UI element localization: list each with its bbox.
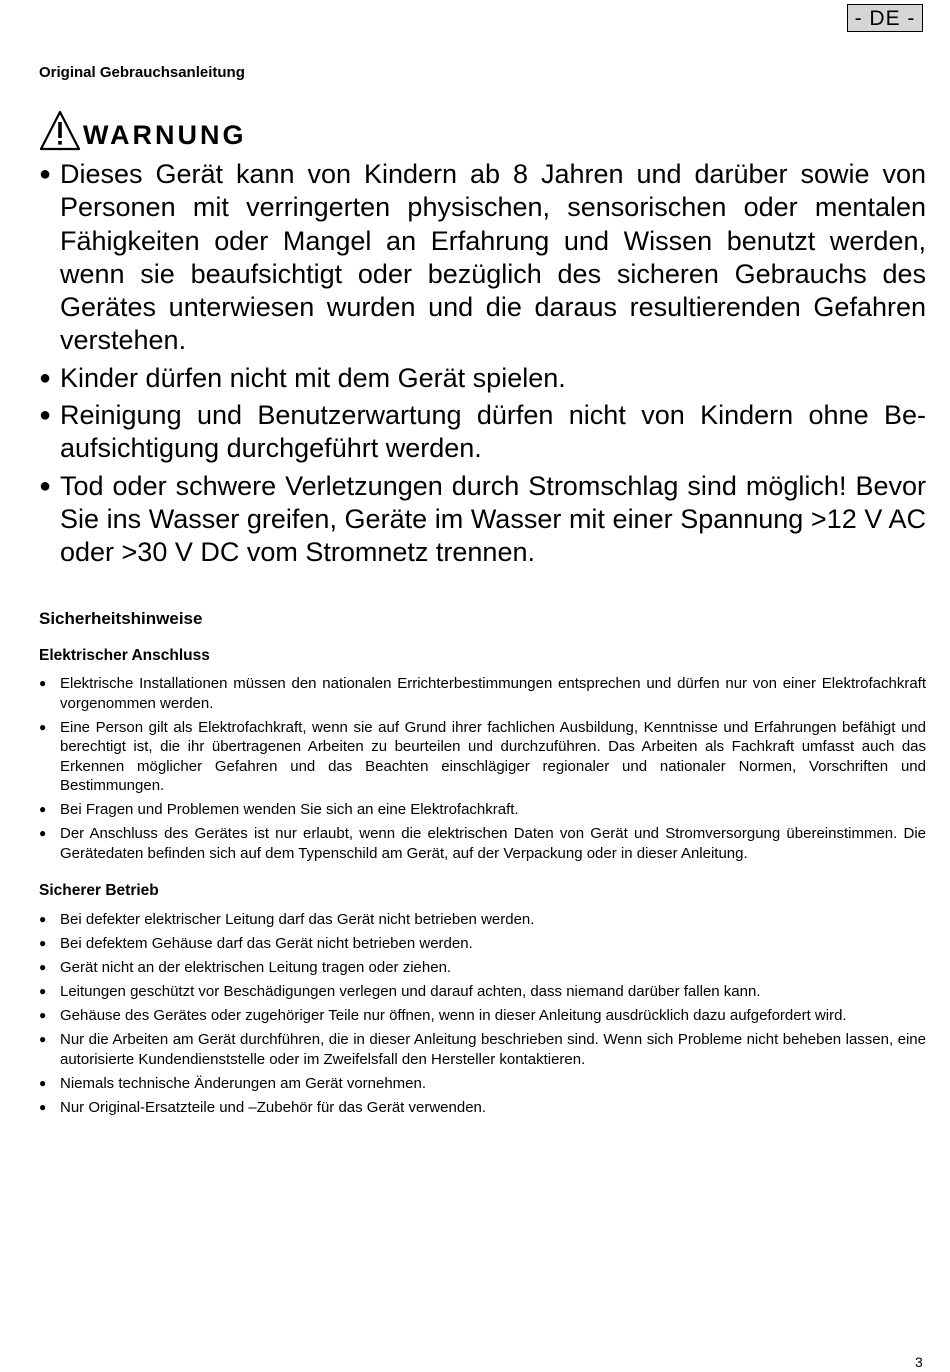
bullet-icon: ● bbox=[39, 366, 52, 389]
document-subtitle: Original Gebrauchsanleitung bbox=[39, 64, 245, 81]
warning-title: WARNUNG bbox=[83, 120, 247, 150]
electrical-list bbox=[39, 674, 926, 868]
list-item-text: Bei Fragen und Problemen wenden Sie sich an eine Elektrofachkraft. bbox=[60, 801, 519, 818]
list-item bbox=[39, 1030, 926, 1069]
list-item-text: Der Anschluss des Gerätes ist nur erlaubt, wenn die elektrischen Daten von Gerät und Stromversorgung übereinstimmen. Die Gerätedaten befinden sich auf dem Typenschild am Gerät, auf der Verpackung oder in dieser Anleitung. bbox=[60, 825, 926, 862]
safety-section-title: Sicherheitshinweise bbox=[39, 609, 203, 628]
list-item bbox=[39, 934, 926, 954]
bullet-icon: ● bbox=[39, 1099, 47, 1114]
bullet-icon: ● bbox=[39, 676, 47, 690]
list-item bbox=[39, 674, 926, 713]
list-item-text: Elektrische Installationen müssen den nationalen Errichterbestimmungen entsprechen und dürfen nur von einer Elektrofachkraft vorgenommen werden. bbox=[60, 675, 926, 712]
bullet-icon: ● bbox=[39, 404, 52, 427]
list-item-text: Leitungen geschützt vor Beschädigungen verlegen und darauf achten, dass niemand darüber fallen kann. bbox=[60, 983, 761, 1000]
bullet-icon: ● bbox=[39, 984, 47, 998]
bullet-icon: ● bbox=[39, 1075, 47, 1090]
operation-section-title: Sicherer Betrieb bbox=[39, 882, 159, 899]
bullet-icon: ● bbox=[39, 1032, 47, 1046]
warning-item bbox=[39, 158, 926, 358]
list-item-text: Bei defekter elektrischer Leitung darf das Gerät nicht betrieben werden. bbox=[60, 911, 535, 928]
bullet-icon: ● bbox=[39, 163, 52, 185]
bullet-icon: ● bbox=[39, 802, 47, 816]
list-item bbox=[39, 718, 926, 796]
list-item-text: Eine Person gilt als Elektrofachkraft, wenn sie auf Grund ihrer fachlichen Ausbildung, Kenntnisse und Erfahrungen befähigt und berechtigt ist, die ihr übertragenen Arbeiten zu beurteilen und durchzuführen. Das Arbeiten als Fachkraft umfasst auch das Erkennen möglicher Gefahren und das Beachten einschlägiger regionaler und nationaler Normen, Vorschriften und Bestimmungen. bbox=[60, 718, 926, 794]
bullet-icon: ● bbox=[39, 936, 47, 950]
list-item-text: Gerät nicht an der elektrischen Leitung tragen oder ziehen. bbox=[60, 959, 452, 976]
warning-list bbox=[39, 158, 926, 574]
list-item-text: Bei defektem Gehäuse darf das Gerät nicht betrieben werden. bbox=[60, 935, 473, 952]
operation-list bbox=[39, 910, 926, 1122]
warning-item bbox=[39, 362, 926, 395]
warning-item-text: Reinigung und Benutzerwartung dürfen nicht von Kindern ohne Beaufsichtigung durchgeführt werden. bbox=[60, 400, 926, 464]
warning-item-text: Tod oder schwere Verletzungen durch Stromschlag sind möglich! Bevor Sie ins Wasser greifen, Geräte im Wasser mit einer Spannung >12 V AC oder >30 V DC vom Stromnetz trennen. bbox=[60, 470, 926, 568]
list-item bbox=[39, 910, 926, 930]
list-item-text: Niemals technische Änderungen am Gerät vornehmen. bbox=[60, 1074, 427, 1092]
warning-item bbox=[39, 399, 926, 466]
list-item bbox=[39, 982, 926, 1002]
list-item bbox=[39, 800, 926, 820]
warning-item-text: Dieses Gerät kann von Kindern ab 8 Jahren und darüber sowie von Personen mit verringerten physischen, sensorischen oder mentalen Fähigkeiten oder Mangel an Erfahrung und Wissen benutzt werden, wenn sie beaufsichtigt oder bezüglich des sicheren Gebrauchs des Gerätes unterwiesen wurden und die daraus resultierenden Gefahren verstehen. bbox=[60, 159, 926, 356]
list-item bbox=[39, 1006, 926, 1026]
warning-item-text: Kinder dürfen nicht mit dem Gerät spielen. bbox=[60, 362, 566, 393]
language-badge: - DE - bbox=[847, 4, 923, 32]
bullet-icon: ● bbox=[39, 719, 47, 734]
bullet-icon: ● bbox=[39, 474, 52, 497]
bullet-icon: ● bbox=[39, 960, 47, 974]
list-item bbox=[39, 958, 926, 978]
warning-header bbox=[39, 104, 247, 152]
warning-triangle-icon bbox=[39, 110, 81, 152]
warning-item bbox=[39, 470, 926, 570]
bullet-icon: ● bbox=[39, 826, 47, 840]
list-item-text: Nur die Arbeiten am Gerät durchführen, die in dieser Anleitung beschrieben sind. Wenn sich Probleme nicht beheben lassen, eine autorisierte Kundendienststelle oder im Zweifelsfall den Hersteller kontaktieren. bbox=[60, 1031, 926, 1068]
list-item-text: Gehäuse des Gerätes oder zugehöriger Teile nur öffnen, wenn in dieser Anleitung ausdrücklich dazu aufgefordert wird. bbox=[60, 1007, 847, 1024]
bullet-icon: ● bbox=[39, 1008, 47, 1022]
list-item bbox=[39, 824, 926, 863]
list-item bbox=[39, 1074, 926, 1094]
bullet-icon: ● bbox=[39, 912, 47, 926]
list-item bbox=[39, 1098, 926, 1118]
electrical-section-title: Elektrischer Anschluss bbox=[39, 647, 210, 664]
list-item-text: Nur Original-Ersatzteile und –Zubehör für das Gerät verwenden. bbox=[60, 1098, 487, 1116]
page-number: 3 bbox=[915, 1354, 923, 1370]
